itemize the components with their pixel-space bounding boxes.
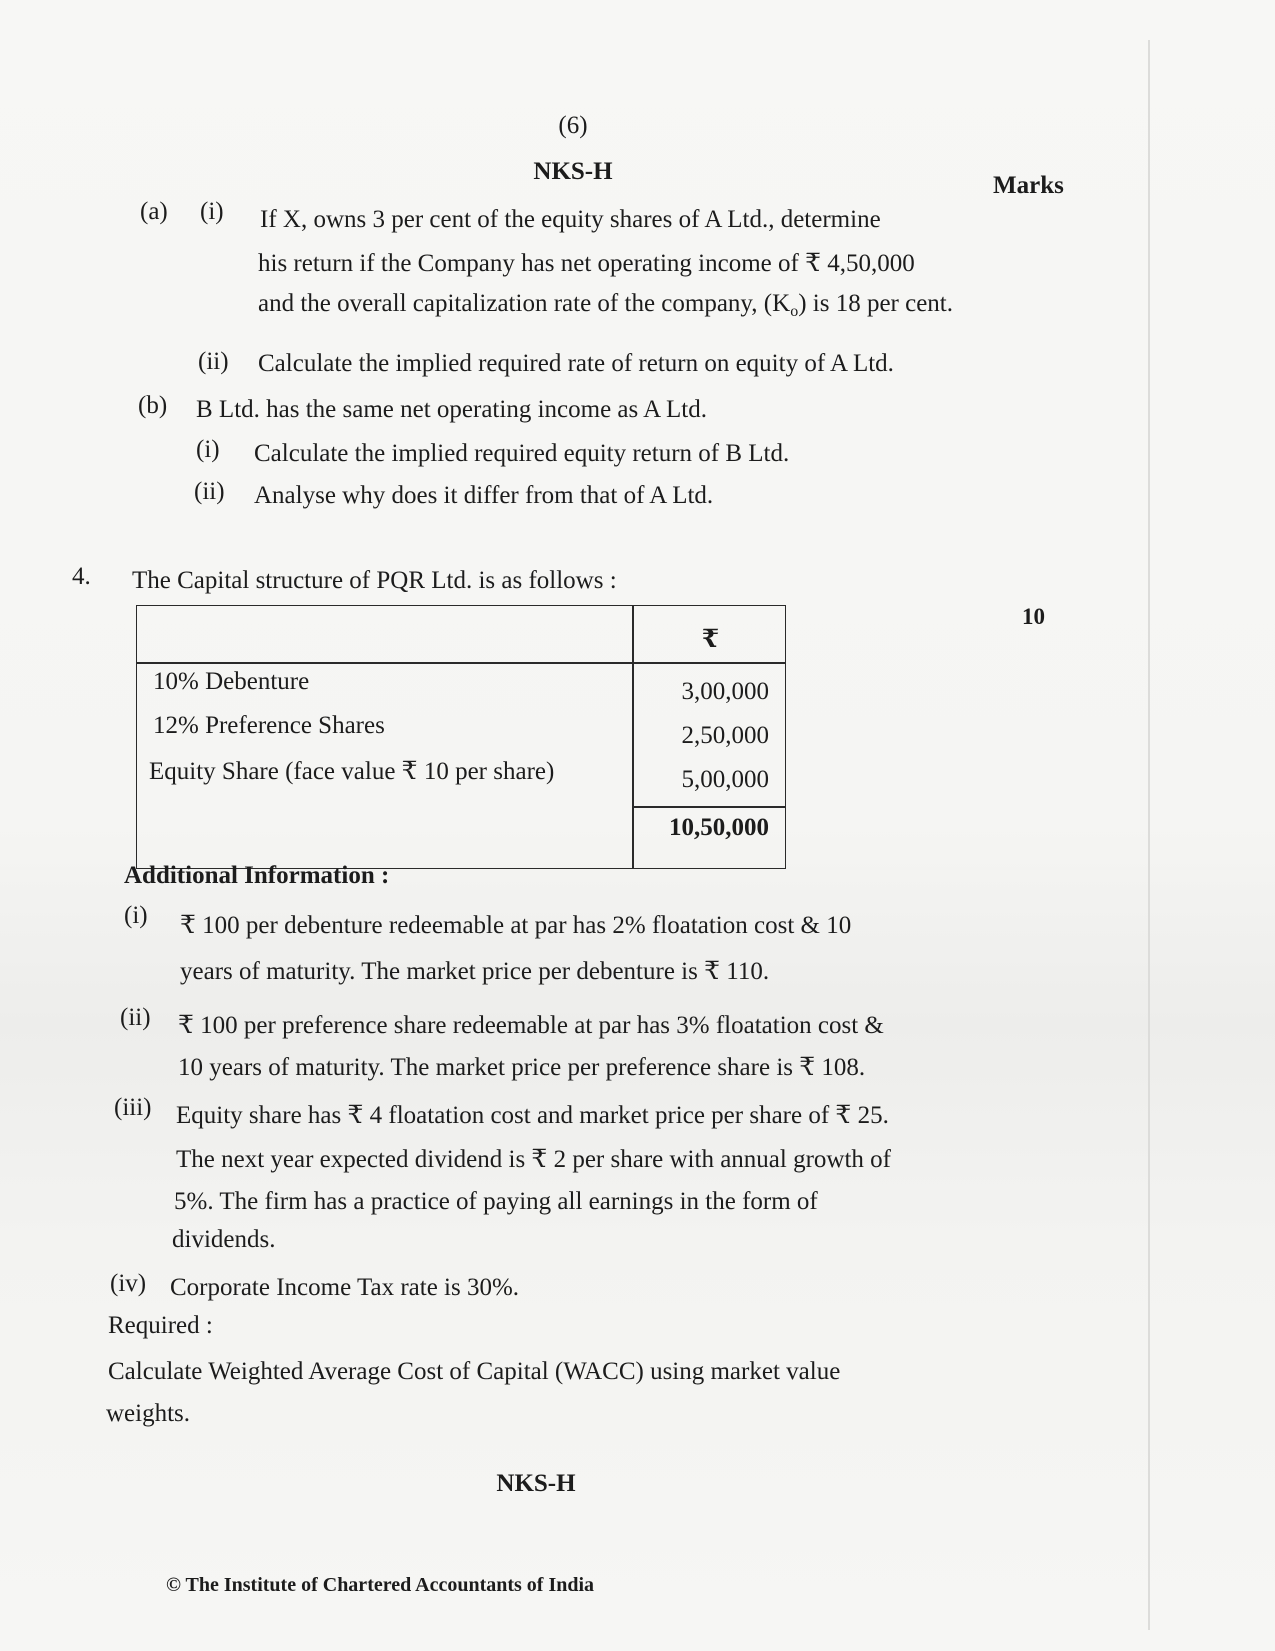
info-item-line: ₹ 100 per preference share redeemable at par has 3% floatation cost & [178,1012,884,1039]
info-item-line: ₹ 100 per debenture redeemable at par has 2% floatation cost & 10 [180,912,852,939]
info-item-label: (i) [124,902,148,929]
part-a-i-line1: If X, owns 3 per cent of the equity shares of A Ltd., determine [260,206,881,233]
part-a-ii-label: (ii) [198,348,229,375]
additional-info-heading: Additional Information : [124,862,390,889]
part-a-ii-text: Calculate the implied required rate of return on equity of A Ltd. [258,350,894,377]
info-item-line: years of maturity. The market price per debenture is ₹ 110. [180,958,770,985]
part-b-ii-label: (ii) [194,478,225,505]
part-b-ii-text: Analyse why does it differ from that of A Ltd. [254,482,714,509]
table-total-amount: 10,50,000 [669,814,769,841]
info-item-label: (iv) [110,1270,147,1297]
info-item-line: 5%. The firm has a practice of paying all earnings in the form of [174,1188,818,1215]
question-4-intro: The Capital structure of PQR Ltd. is as follows : [132,567,617,594]
info-item-line: 10 years of maturity. The market price per preference share is ₹ 108. [178,1054,866,1081]
currency-header: ₹ [701,626,720,653]
info-item-label: (iii) [114,1094,152,1121]
required-label: Required : [108,1312,213,1339]
part-a-i-label: (i) [200,198,224,225]
page-number: (6) [558,112,588,139]
paper-code-top: NKS-H [533,158,613,185]
required-line: Calculate Weighted Average Cost of Capital (WACC) using market value [108,1358,841,1385]
table-header-rule [137,662,785,664]
table-total-rule [632,806,785,808]
info-item-line: The next year expected dividend is ₹ 2 per share with annual growth of [176,1146,891,1173]
copyright-notice: © The Institute of Chartered Accountants of India [165,1574,595,1596]
required-line: weights. [106,1400,191,1427]
table-row-label: 10% Debenture [153,668,310,695]
part-a-i-line3: and the overall capitalization rate of the company, $(K_o)$ is 18 per cent. [258,290,953,320]
question-4-number: 4. [72,563,91,590]
page-edge [1148,40,1150,1630]
paper-code-bottom: NKS-H [496,1470,576,1497]
info-item-line: dividends. [172,1226,276,1253]
marks-heading: Marks [993,172,1064,199]
table-row-label: 12% Preference Shares [153,712,385,739]
part-b-label: (b) [138,392,168,419]
part-a-i-line2: his return if the Company has net operating income of ₹ 4,50,000 [258,250,915,277]
part-a-label: (a) [140,198,168,225]
table-row-amount: 3,00,000 [681,678,769,705]
table-row-label: Equity Share (face value ₹ 10 per share) [149,758,555,785]
info-item-line: Equity share has ₹ 4 floatation cost and market price per share of ₹ 25. [176,1102,889,1129]
part-b-text: B Ltd. has the same net operating income as A Ltd. [196,396,707,423]
info-item-line: Corporate Income Tax rate is 30%. [170,1274,520,1301]
info-item-label: (ii) [120,1004,151,1031]
question-4-marks: 10 [1022,604,1045,629]
capital-structure-table [136,605,786,869]
table-row-amount: 2,50,000 [681,722,769,749]
part-b-i-text: Calculate the implied required equity return of B Ltd. [254,440,790,467]
table-row-amount: 5,00,000 [681,766,769,793]
part-b-i-label: (i) [196,436,220,463]
